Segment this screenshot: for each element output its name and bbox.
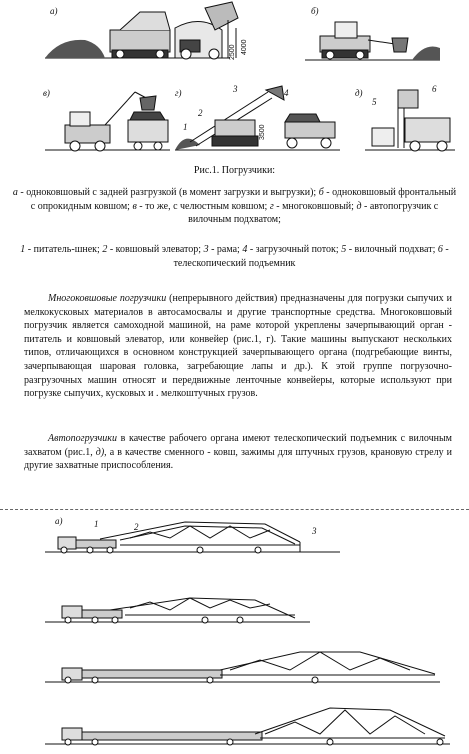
loader-d-illustration xyxy=(365,90,455,151)
transport-row-1 xyxy=(45,522,340,553)
dimension-4000: 4000 xyxy=(241,39,248,55)
transport-row-2 xyxy=(45,598,310,623)
paragraph-multibucket-loaders: Многоковшовые погрузчики (непрерывного действия) предназначены для погрузки сыпучих и мелкокусковых материалов в автосамосвалы и другие транспортные средства. Многоковшовый погрузчик является самоходной машиной, на раме которой укреплены зачерпывающий орган - питатель и ковшовый элеватор, или конвейер (рис.1, г). Такие машины выпускают нескольких типов, отличающихся в основном конструкцией зачерпывающего органа (подгребающие винты, зачерпывающая шаровая головка, загребающие лапы и др.). К этой группе погрузочно-разгрузочных машин относят и передвижные ленточные конвейеры, которые используют при погрузке сыпучих, кусковых и . мелкоштучных грузов. xyxy=(24,293,452,400)
panel-label-v: в) xyxy=(43,88,50,98)
bottom-part-number-1: 1 xyxy=(94,519,99,529)
loader-g-illustration xyxy=(175,86,340,150)
part-number-5: 5 xyxy=(372,97,377,107)
bottom-part-number-3: 3 xyxy=(312,526,317,536)
page-separator xyxy=(0,509,469,510)
dimension-3500: 3500 xyxy=(259,124,266,140)
part-number-4: 4 xyxy=(284,88,289,98)
figure-conveyor-transport xyxy=(0,512,469,754)
paragraph-autoloaders: Автопогрузчики в качестве рабочего органа имеют телескопический подъемник с вилочным захватом (рис.1, д), а в качестве сменного - ковш, зажимы для штучных грузов, крановую стрелу и другие захватные приспособления. xyxy=(24,433,453,472)
panel-label-b: б) xyxy=(311,6,319,16)
panel-label-a: а) xyxy=(50,6,58,16)
part-number-3: 3 xyxy=(233,84,238,94)
figure-caption: Рис.1. Погрузчики: xyxy=(193,165,276,176)
figure-loaders xyxy=(0,0,469,162)
term-multibucket: Многоковшовые погрузчики xyxy=(48,293,167,304)
transport-row-4 xyxy=(45,708,450,745)
part-number-6: 6 xyxy=(432,84,437,94)
part-number-1: 1 xyxy=(183,122,188,132)
bottom-panel-label: а) xyxy=(55,516,63,526)
transport-row-3 xyxy=(45,652,440,683)
loader-v-illustration xyxy=(45,92,170,151)
panel-label-d: д) xyxy=(355,88,363,98)
dimension-2500: 2500 xyxy=(229,44,236,60)
term-autoloaders: Автопогрузчики xyxy=(48,433,117,444)
legend-letters: а - одноковшовый с задней разгрузкой (в момент загрузки и выгрузки); б - одноковшовый фронтальный с опрокидным ковшом; в - то же, с челюстным ковшом; г - многоковшовый; д - автопогрузчик с вилочным подхватом; xyxy=(12,187,457,226)
part-number-2: 2 xyxy=(198,108,203,118)
loader-b-illustration xyxy=(305,22,440,60)
loader-a-illustration xyxy=(45,2,238,59)
panel-label-g: г) xyxy=(175,88,182,98)
bottom-part-number-2: 2 xyxy=(134,522,139,532)
legend-numbers: 1 - питатель-шнек; 2 - ковшовый элеватор; 3 - рама; 4 - загрузочный поток; 5 - вилочный подхват; 6 - телескопический подъемник xyxy=(20,244,449,269)
